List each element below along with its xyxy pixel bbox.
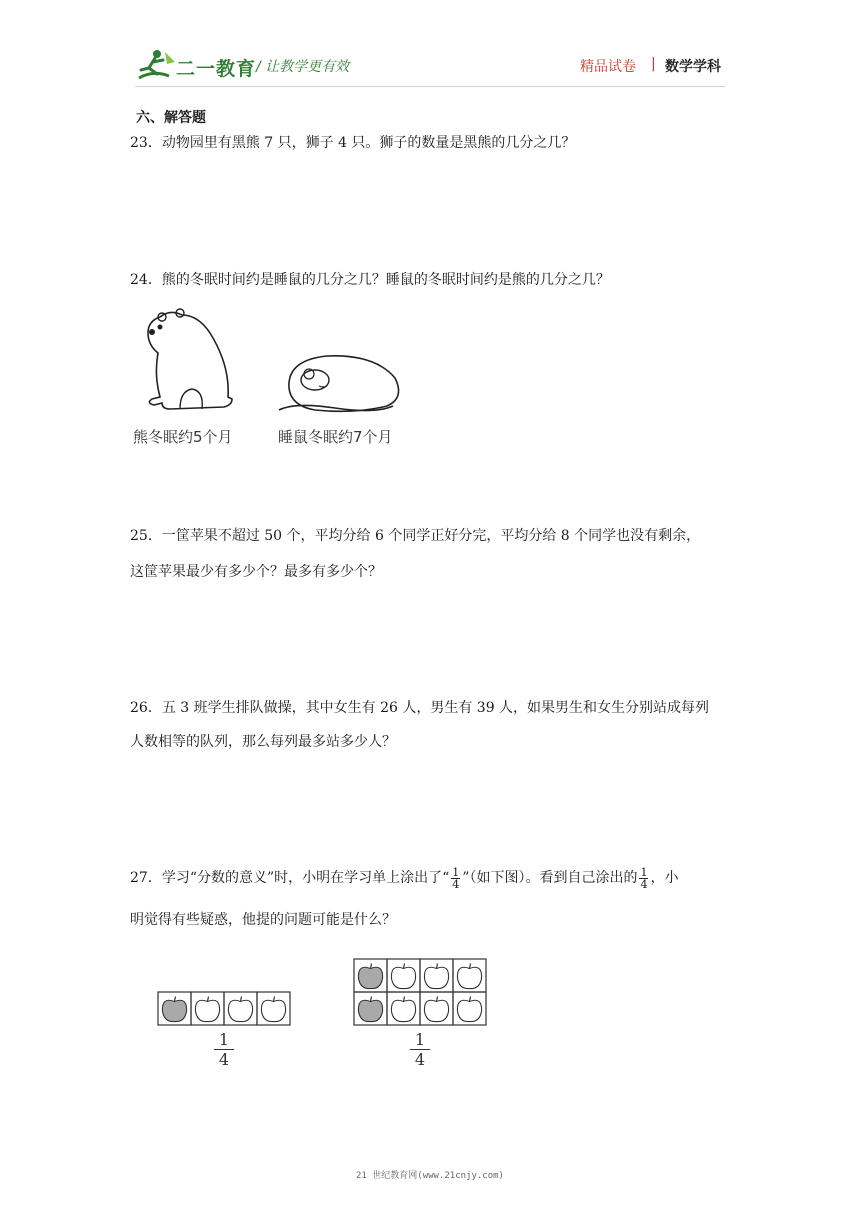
apple-icon (261, 997, 285, 1022)
inline-fraction-1: $\frac{1}{4}$ (452, 865, 460, 891)
question-27-line2: 明觉得有些疑惑，他提的问题可能是什么？ (130, 912, 396, 928)
question-27-line1 (130, 866, 678, 890)
header-separator: | (651, 56, 656, 72)
header-subject: 数学学科 (665, 59, 721, 75)
question-27-text-c: ，小 (650, 870, 679, 886)
figure-left-fraction: 1 4 (214, 1030, 234, 1069)
bear-caption: 熊冬眠约5个月 (133, 428, 233, 446)
apple-icon (457, 997, 481, 1022)
question-26-line1: 26．五 3 班学生排队做操，其中女生有 26 人，男生有 39 人，如果男生和女生分别站成每列 (130, 700, 710, 716)
apple-icon (457, 964, 481, 989)
brand-slogan: / 让教学更有效 (256, 59, 350, 75)
apple-icon (228, 997, 252, 1022)
question-24: 24．熊的冬眠时间约是睡鼠的几分之几？睡鼠的冬眠时间约是熊的几分之几？ (130, 272, 610, 288)
apple-icon (424, 964, 448, 989)
apple-grid-1x4 (156, 990, 294, 1026)
question-23: 23．动物园里有黑熊 7 只，狮子 4 只。狮子的数量是黑熊的几分之几？ (130, 135, 576, 151)
dormouse-caption: 睡鼠冬眠约7个月 (278, 428, 393, 446)
question-25-line1: 25．一筐苹果不超过 50 个，平均分给 6 个同学正好分完，平均分给 8 个同学也没有剩余， (130, 528, 701, 544)
inline-fraction-2: $\frac{1}{4}$ (640, 865, 648, 891)
question-27-text-a: 27．学习“分数的意义”时，小明在学习单上涂出了“ (130, 870, 450, 886)
brand-name: 二一教育 (176, 58, 257, 80)
section-title: 六、解答题 (136, 110, 206, 126)
header-category: 精品试卷 (580, 59, 636, 75)
page-footer: 21 世纪教育网(www.21cnjy.com) (356, 1171, 504, 1181)
figure-right-fraction: 1 4 (410, 1030, 430, 1069)
question-27-text-b: ”（如下图）。看到自己涂出的 (462, 870, 638, 886)
dormouse-illustration-icon (275, 348, 405, 418)
apple-icon (391, 997, 415, 1022)
apple-grid-2x4 (352, 957, 490, 1027)
apple-icon (195, 997, 219, 1022)
bear-illustration-icon (140, 305, 240, 420)
apple-icon (424, 997, 448, 1022)
header-divider (135, 86, 725, 87)
shaded-apple-icon (162, 997, 186, 1022)
shaded-apple-icon (358, 997, 382, 1022)
shaded-apple-icon (358, 964, 382, 989)
question-25-line2: 这筐苹果最少有多少个？最多有多少个？ (130, 564, 382, 580)
question-26-line2: 人数相等的队列，那么每列最多站多少人？ (130, 734, 396, 750)
apple-icon (391, 964, 415, 989)
